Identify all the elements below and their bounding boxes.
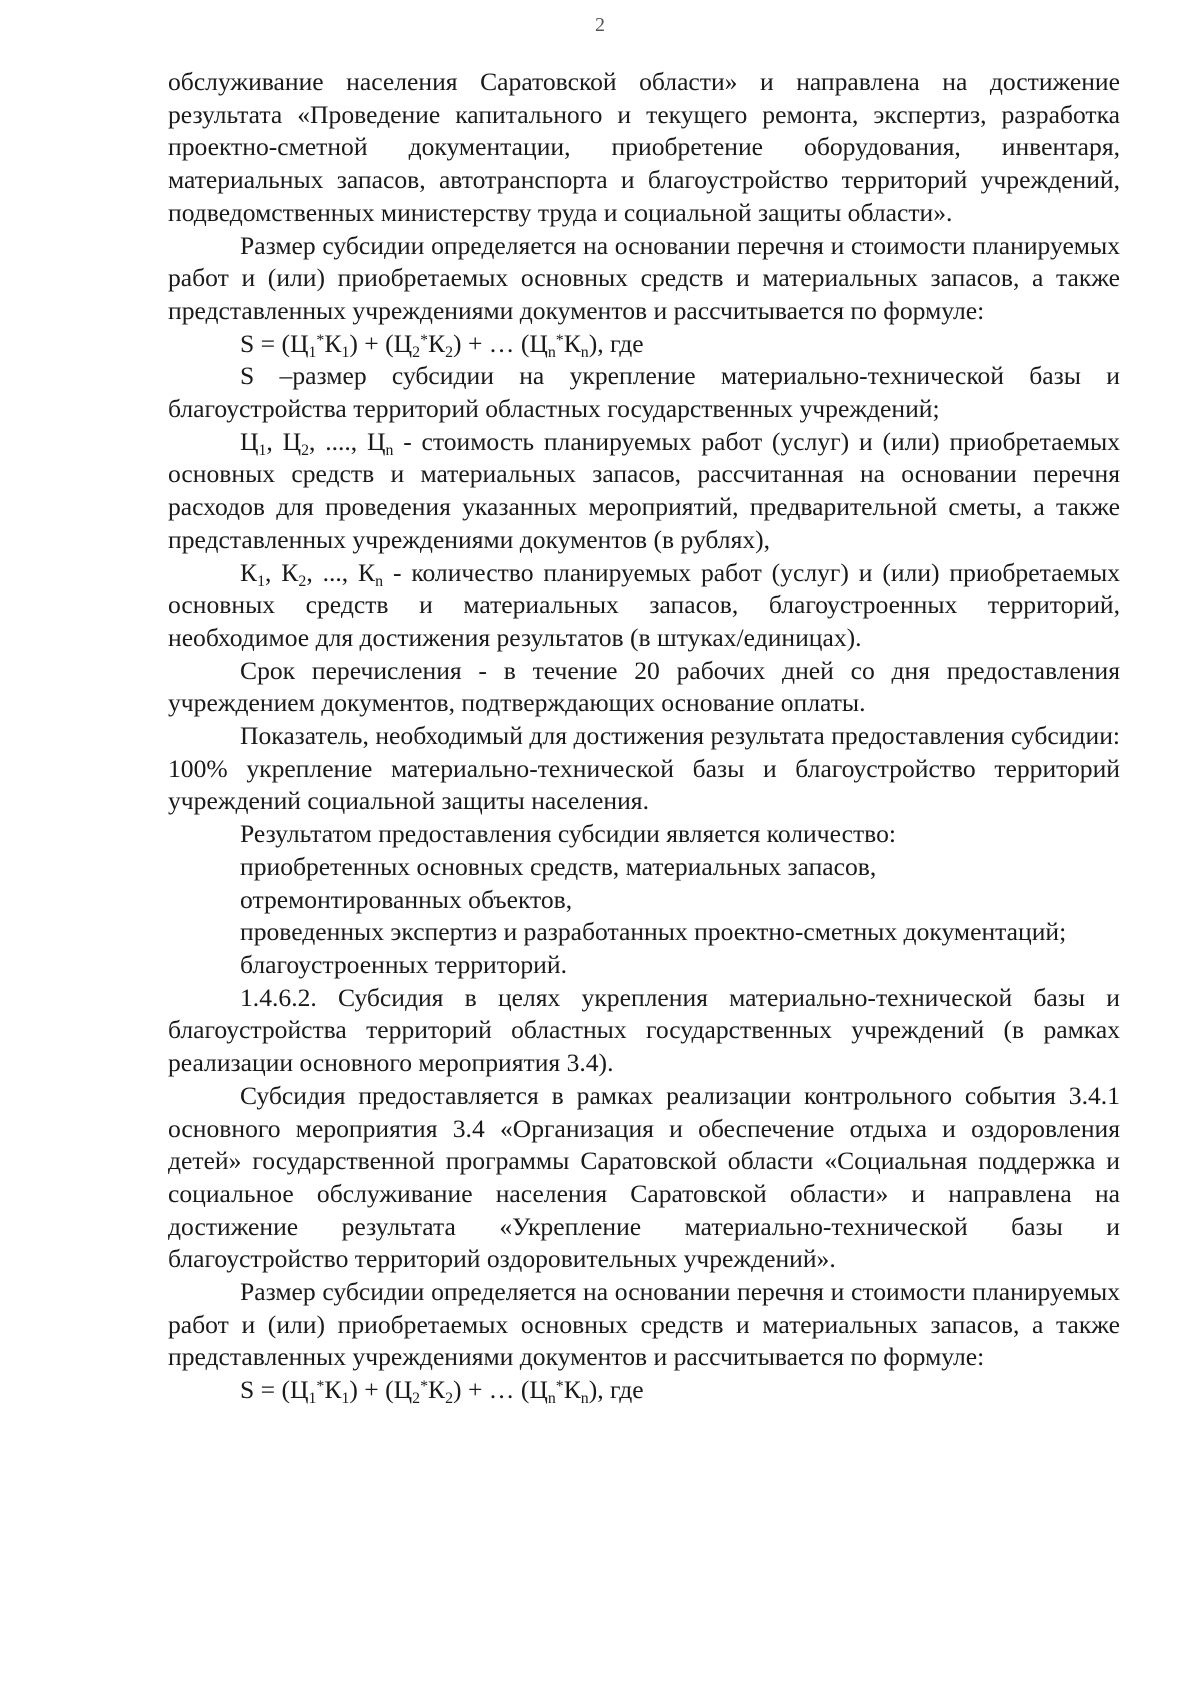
formula-k: К <box>563 1375 581 1405</box>
section-1-4-6-2: 1.4.6.2. Субсидия в целях укрепления материально-технической базы и благоустройства территорий областных государственных учреждений (в рамках реализации основного мероприятия 3.4). <box>168 982 1120 1078</box>
formula-star: * <box>420 1377 429 1395</box>
definition-k <box>168 557 1120 655</box>
formula-lhs: S = <box>240 328 282 358</box>
symbol-k: К <box>240 557 258 587</box>
formula-sub: n <box>547 343 556 361</box>
symbol-sub: n <box>375 572 384 590</box>
formula-sub: 1 <box>308 343 317 361</box>
formula-2: $S = (Ц_1^*К_1) + (Ц_2^*К_2)$ + … $(Ц_n^*К_n)$, где <box>240 1375 644 1407</box>
formula-star: * <box>555 1377 564 1395</box>
formula-sub: n <box>547 1389 556 1407</box>
formula-c: Ц <box>393 328 413 358</box>
formula-star: * <box>316 331 325 349</box>
paragraph-continuation: обслуживание населения Саратовской области» и направлена на достижение результата «Проведение капитального и текущего ремонта, экспертиз, разработка проектно-сметной документации, приобретение оборудования, инвентаря, материальных запасов, автотранспорта и благоустройство территорий учреждений, подведомственных министерству труда и социальной защиты области». <box>168 67 1120 227</box>
definition-c <box>168 426 1120 557</box>
formula-k: К <box>428 328 446 358</box>
paragraph-transfer-term: Срок перечисления - в течение 20 рабочих дней со дня предоставления учреждением документов, подтверждающих основание оплаты. <box>168 655 1120 718</box>
formula-sub: 1 <box>341 343 350 361</box>
symbol-c: Ц <box>282 426 302 456</box>
paragraph-subsidy-size-2: Размер субсидии определяется на основании перечня и стоимости планируемых работ и (или) приобретаемых основных средств и материальных запасов, а также представленных учреждениями документов и рассчитывается по формуле: <box>168 1277 1120 1372</box>
symbol-sub: 2 <box>298 572 307 590</box>
definition-s: S –размер субсидии на укрепление материально-технической базы и благоустройства территорий областных государственных учреждений; <box>168 361 1120 424</box>
formula-sub: n <box>580 1389 589 1407</box>
formula-sub: 2 <box>445 343 454 361</box>
formula-sub: n <box>580 343 589 361</box>
formula-lhs: S = <box>240 1375 282 1405</box>
formula-c: Ц <box>290 1375 309 1405</box>
paragraph-subsidy-size: Размер субсидии определяется на основании перечня и стоимости планируемых работ и (или) приобретаемых основных средств и материальных запасов, а также представленных учреждениями документов и рассчитывается по формуле: <box>168 230 1120 325</box>
paragraph-subsidy-provision: Субсидия предоставляется в рамках реализации контрольного события 3.4.1 основного мероприятия 3.4 «Организация и обеспечение отдыха и оздоровления детей» государственной программы Саратовской области «Социальная поддержка и социальное обслуживание населения Саратовской области» и направлена на достижение результата «Укрепление материально-технической базы и благоустройство территорий оздоровительных учреждений». <box>168 1080 1120 1274</box>
formula-star: * <box>555 331 564 349</box>
symbol-sep: , <box>265 557 282 587</box>
formula-c: Ц <box>290 328 309 358</box>
formula-k: К <box>563 328 581 358</box>
formula-sub: 1 <box>341 1389 350 1407</box>
formula-ellipsis: + … <box>461 1375 521 1405</box>
formula-k: К <box>324 1375 342 1405</box>
formula-tail: , где <box>597 1375 644 1405</box>
symbol-c: Ц <box>367 426 386 456</box>
symbol-dots: , ...., <box>309 426 367 456</box>
formula-star: * <box>316 1377 325 1395</box>
symbol-sep: , <box>266 426 283 456</box>
result-item: отремонтированных объектов, <box>240 884 573 914</box>
formula-sub: 2 <box>445 1389 454 1407</box>
result-item: проведенных экспертиз и разработанных проектно-сметных документаций; <box>240 917 1067 947</box>
result-item: приобретенных основных средств, материальных запасов, <box>240 851 877 881</box>
paragraph-result-intro: Результатом предоставления субсидии является количество: <box>240 819 896 849</box>
symbol-k: К <box>281 557 299 587</box>
formula-c: Ц <box>393 1375 413 1405</box>
symbol-c: Ц <box>240 426 259 456</box>
formula-sub: 2 <box>412 1389 421 1407</box>
formula-c: Ц <box>529 328 548 358</box>
formula-c: Ц <box>529 1375 548 1405</box>
page-number: 2 <box>595 14 605 36</box>
symbol-dots: , ..., <box>306 557 359 587</box>
formula-1: $S = (Ц_1^*К_1) + (Ц_2^*К_2)$ + … $(Ц_n^*К_n)$, где <box>240 328 644 361</box>
symbol-sub: 1 <box>257 572 266 590</box>
formula-ellipsis: + … <box>461 328 521 358</box>
formula-k: К <box>324 328 342 358</box>
result-item: благоустроенных территорий. <box>240 949 567 979</box>
definition-k-text: - количество планируемых работ (услуг) и (или) приобретаемых основных средств и материальных запасов, благоустроенных территорий, необходимое для достижения результатов (в штуках/единицах). <box>168 557 1120 652</box>
formula-plus: + <box>357 1375 386 1405</box>
symbol-sub: n <box>385 441 394 459</box>
formula-star: * <box>420 331 429 349</box>
symbol-sub: 1 <box>258 441 267 459</box>
symbol-k: К <box>358 557 376 587</box>
document-body <box>168 66 1120 1407</box>
paragraph-indicator: Показатель, необходимый для достижения результата предоставления субсидии: 100% укрепление материально-технической базы и благоустройство территорий учреждений социальной защиты населения. <box>168 721 1120 816</box>
formula-k: К <box>428 1375 446 1405</box>
formula-tail: , где <box>597 328 644 358</box>
symbol-sub: 2 <box>301 441 310 459</box>
formula-sub: 2 <box>412 343 421 361</box>
formula-sub: 1 <box>308 1389 317 1407</box>
definition-c-text: - стоимость планируемых работ (услуг) и (или) приобретаемых основных средств и материальных запасов, рассчитанная на основании перечня расходов для проведения указанных мероприятий, предварительной сметы, а также представленных учреждениями документов (в рублях), <box>168 426 1121 554</box>
formula-plus: + <box>357 328 386 358</box>
